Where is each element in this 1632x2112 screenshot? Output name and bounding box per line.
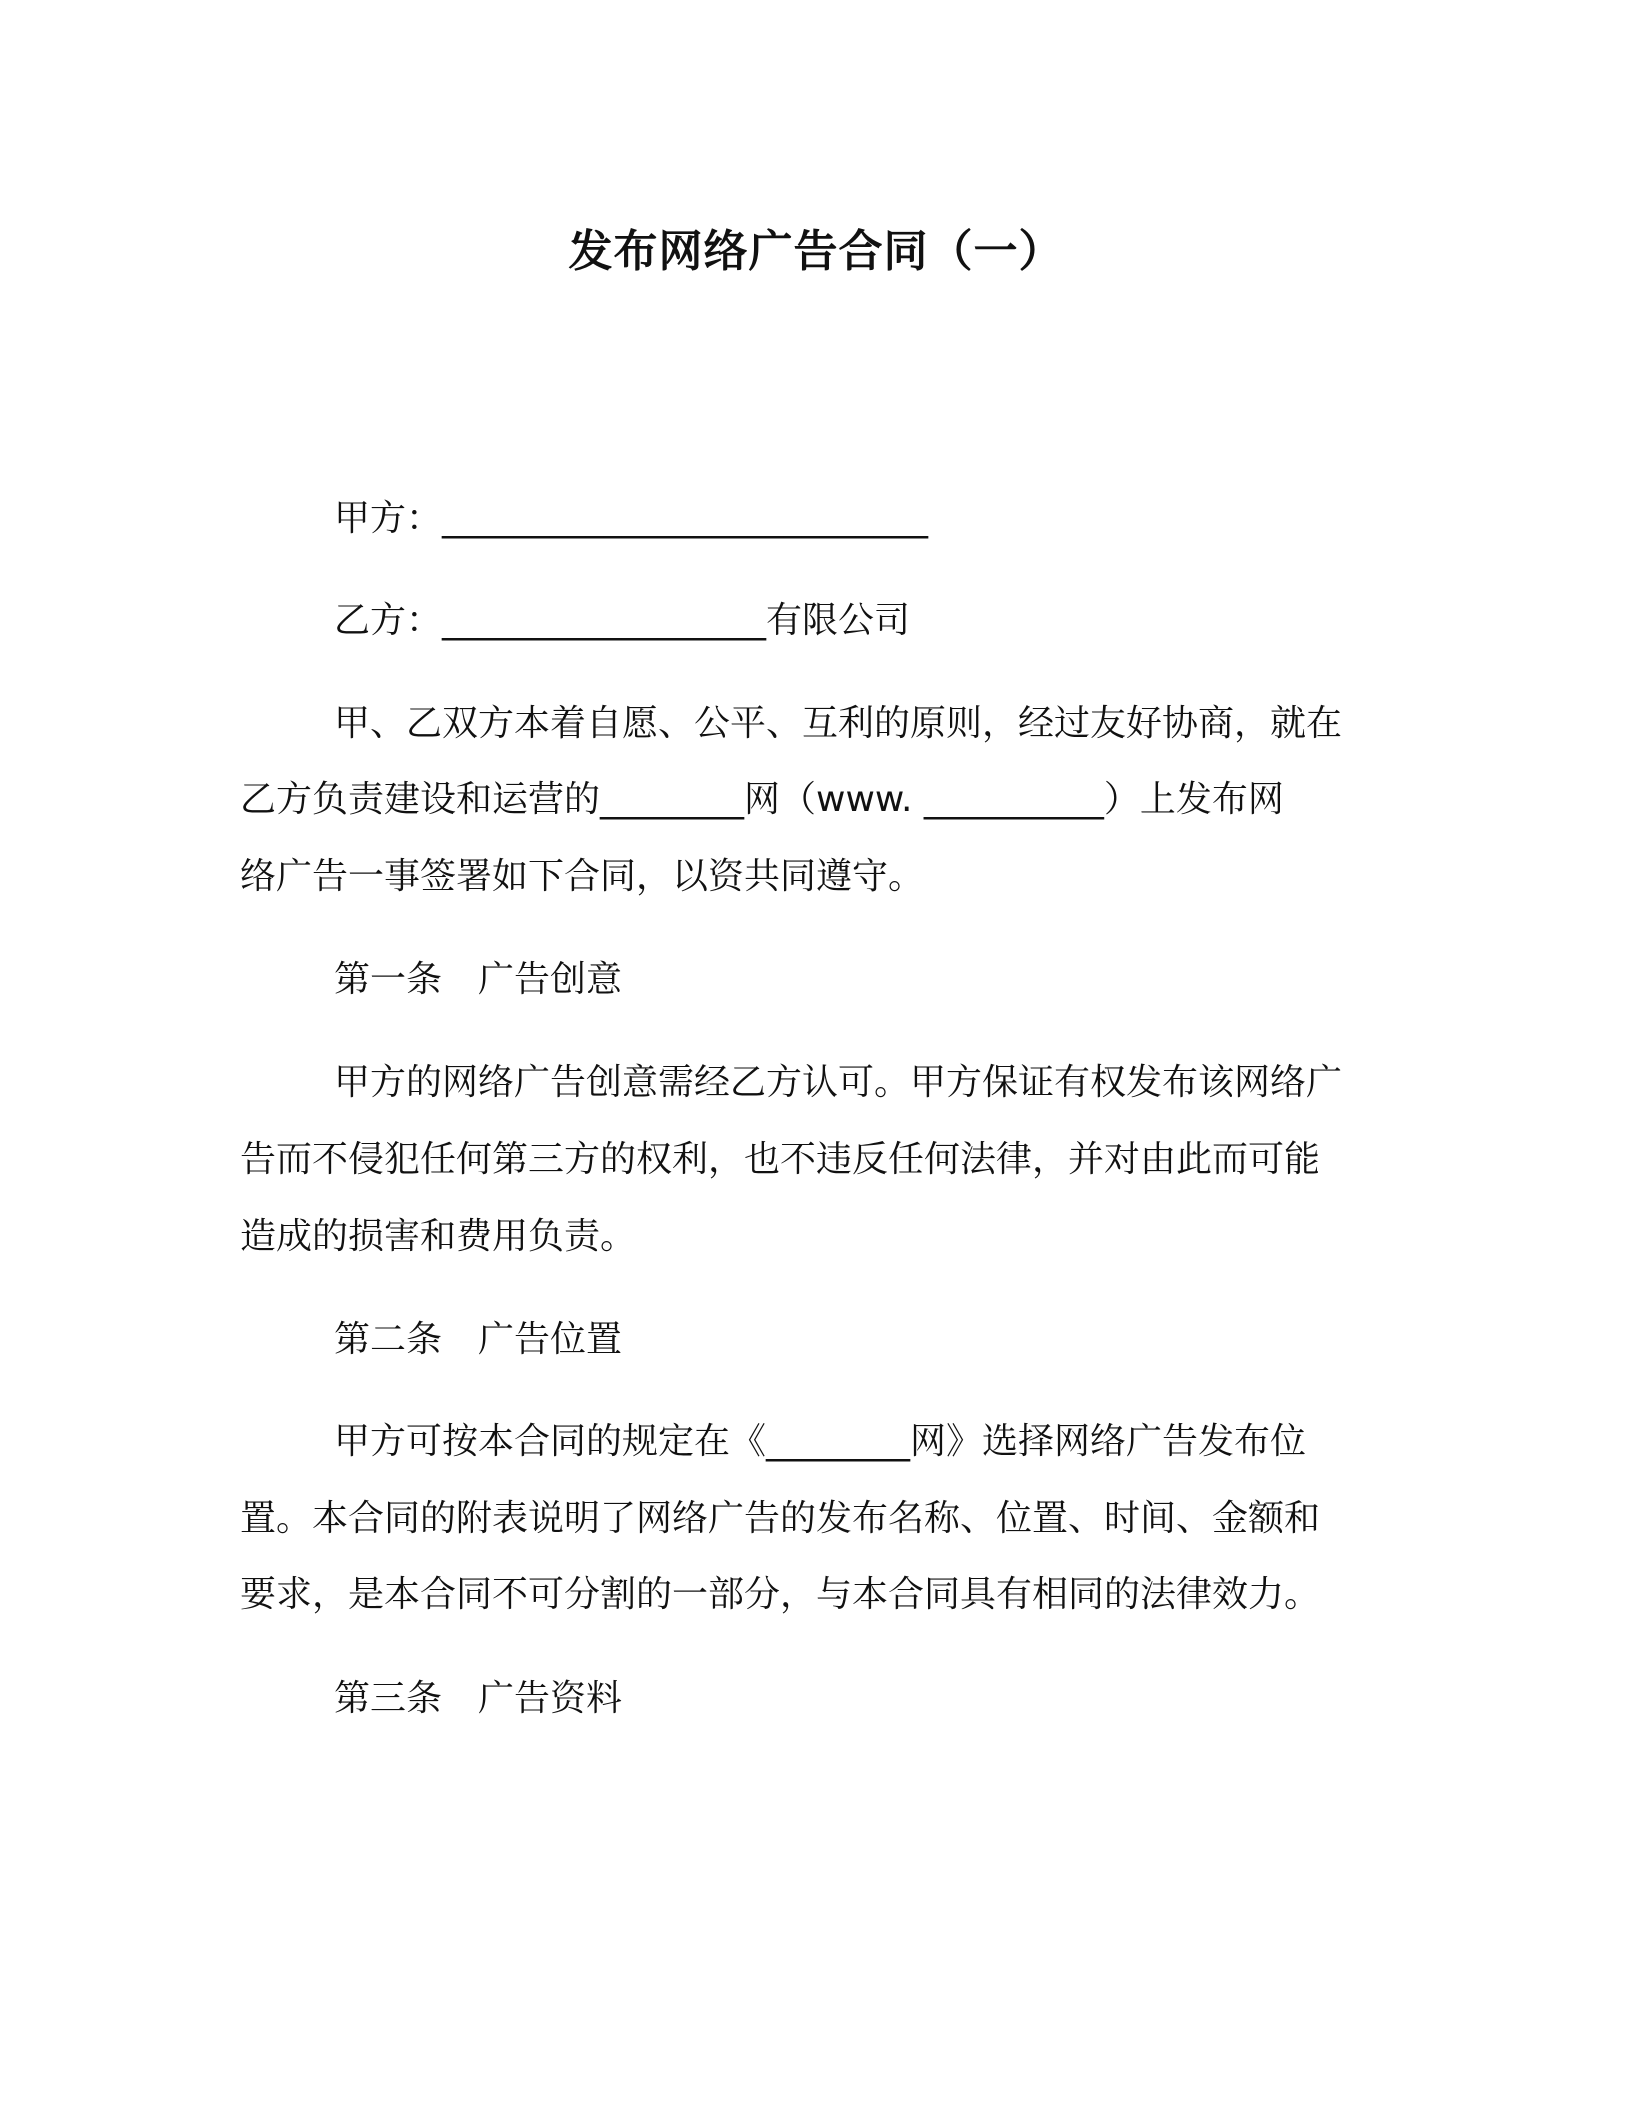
article-2-line-3: 要求，是本合同不可分割的一部分，与本合同具有相同的法律效力。 (240, 1574, 1321, 1615)
intro-line-3: 络广告一事签署如下合同，以资共同遵守。 (240, 856, 925, 897)
article-1-line-1: 甲方的网络广告创意需经乙方认可。甲方保证有权发布该网络广 (334, 1062, 1343, 1103)
article-3-heading: 第三条 广告资料 (334, 1678, 623, 1719)
article-2-line-1: 甲方可按本合同的规定在《________网》选择网络广告发布位 (334, 1421, 1307, 1462)
article-2-line-2: 置。本合同的附表说明了网络广告的发布名称、位置、时间、金额和 (240, 1498, 1321, 1539)
intro-line-1: 甲、乙双方本着自愿、公平、互利的原则，经过友好协商，就在 (334, 703, 1343, 744)
article-1-heading: 第一条 广告创意 (334, 959, 623, 1000)
article-1-line-2: 告而不侵犯任何第三方的权利，也不违反任何法律，并对由此而可能 (240, 1139, 1321, 1180)
article-2-heading: 第二条 广告位置 (334, 1319, 623, 1360)
document-title: 发布网络广告合同（一） (568, 226, 1064, 277)
intro-line-2: 乙方负责建设和运营的________网（www. __________）上发布网 (240, 779, 1284, 820)
party-a-line: 甲方：___________________________ (334, 498, 929, 539)
party-b-line: 乙方：__________________有限公司 (334, 600, 911, 641)
article-1-line-3: 造成的损害和费用负责。 (240, 1216, 637, 1257)
